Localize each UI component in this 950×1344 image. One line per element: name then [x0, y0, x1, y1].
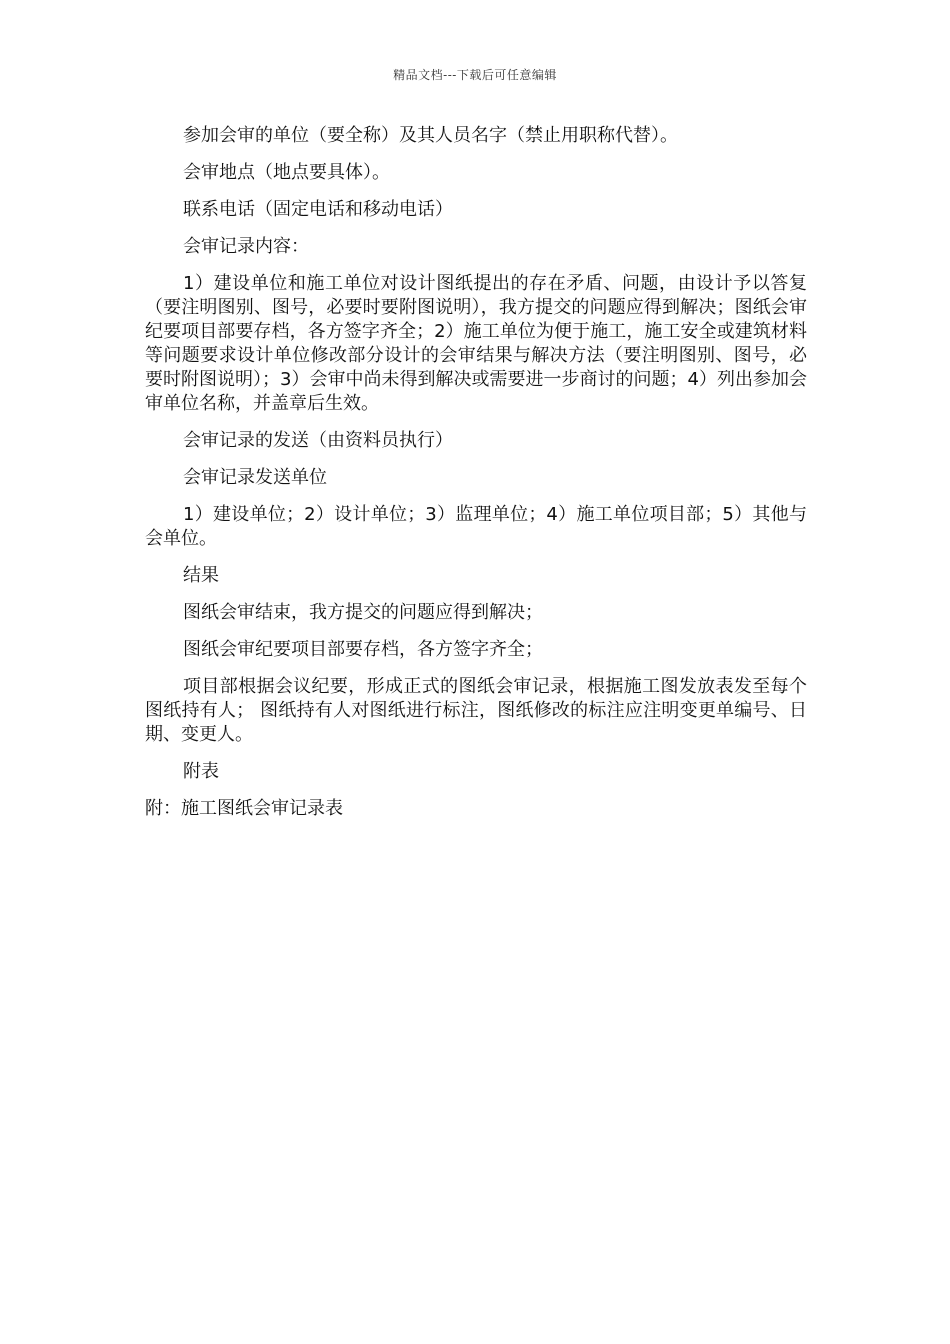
- paragraph-result-2: 图纸会审纪要项目部要存档，各方签字齐全；: [183, 639, 543, 660]
- paragraph-record-dispatch: 会审记录的发送（由资料员执行）: [183, 430, 453, 451]
- paragraph-result-3: 项目部根据会议纪要，形成正式的图纸会审记录，根据施工图发放表发至每个图纸持有人； 图纸持有人对图纸进行标注，图纸修改的标注应注明变更单编号、日期、变更人。: [145, 676, 807, 745]
- paragraph-participants: 参加会审的单位（要全称）及其人员名字（禁止用职称代替）。: [183, 125, 678, 146]
- page-header-watermark: 精品文档---下载后可任意编辑: [393, 68, 557, 82]
- paragraph-appendix-item: 附：施工图纸会审记录表: [145, 798, 343, 819]
- paragraph-result-1: 图纸会审结束，我方提交的问题应得到解决；: [183, 602, 543, 623]
- paragraph-dispatch-units-list: 1）建设单位；2）设计单位；3）监理单位；4）施工单位项目部；5）其他与会单位。: [145, 504, 807, 549]
- paragraph-record-content-heading: 会审记录内容：: [183, 236, 309, 257]
- paragraph-phone: 联系电话（固定电话和移动电话）: [183, 199, 453, 220]
- paragraph-result-heading: 结果: [183, 565, 219, 586]
- paragraph-dispatch-units-heading: 会审记录发送单位: [183, 467, 327, 488]
- paragraph-location: 会审地点（地点要具体）。: [183, 162, 390, 183]
- document-body: [145, 124, 807, 834]
- paragraph-appendix-heading: 附表: [183, 761, 219, 782]
- paragraph-record-content-body: 1）建设单位和施工单位对设计图纸提出的存在矛盾、问题，由设计予以答复（要注明图别、图号，必要时要附图说明），我方提交的问题应得到解决；图纸会审纪要项目部要存档，各方签字齐全；2）施工单位为便于施工，施工安全或建筑材料等问题要求设计单位修改部分设计的会审结果与解决方法（要注明图别、图号，必要时附图说明）；3）会审中尚未得到解决或需要进一步商讨的问题；4）列出参加会审单位名称，并盖章后生效。: [145, 273, 807, 414]
